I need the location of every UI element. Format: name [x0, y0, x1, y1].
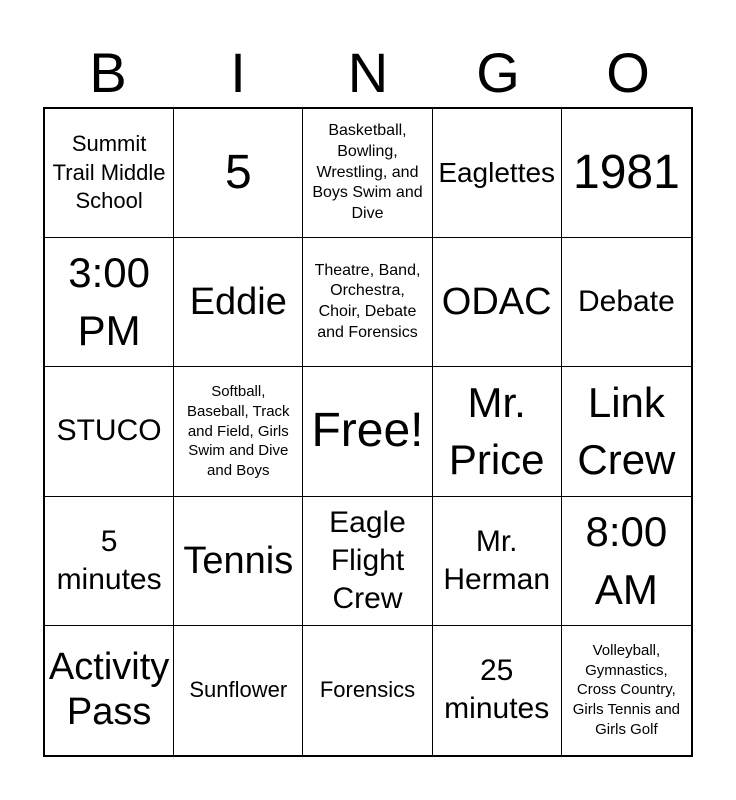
cell-text: 5 minutes [56, 524, 162, 596]
cell-text: Tennis [183, 539, 294, 582]
bingo-cell[interactable] [303, 497, 432, 626]
cell-text: Eaglettes [438, 156, 556, 188]
cell-text: ODAC [441, 281, 552, 324]
bingo-board [43, 107, 693, 757]
bingo-cell[interactable] [303, 238, 432, 367]
cell-text: 1981 [573, 146, 680, 200]
cell-text: Sunflower [189, 677, 288, 703]
bingo-cell[interactable] [562, 238, 691, 367]
bingo-cell[interactable] [433, 367, 562, 496]
cell-text: 25 minutes [444, 654, 550, 726]
cell-text: Forensics [319, 677, 416, 703]
cell-text: Basketball, Bowling, Wrestling, and Boys Swim and Dive [312, 122, 423, 223]
cell-text: Eddie [189, 281, 287, 324]
bingo-cell[interactable] [174, 367, 303, 496]
bingo-cell[interactable] [562, 367, 691, 496]
bingo-cell[interactable] [303, 626, 432, 755]
cell-text: Softball, Baseball, Track and Field, Girls Swim and Dive and Boys [187, 383, 290, 480]
bingo-cell[interactable] [174, 238, 303, 367]
header-letter-o: O [606, 41, 650, 104]
header-letter-i: I [230, 41, 246, 104]
bingo-header [43, 38, 693, 108]
cell-text: Link Crew [577, 378, 676, 484]
cell-text: Theatre, Band, Orchestra, Choir, Debate and Forensics [314, 261, 421, 342]
bingo-cell[interactable] [45, 238, 174, 367]
bingo-cell[interactable] [45, 109, 174, 238]
bingo-cell[interactable] [174, 497, 303, 626]
header-letter-b: B [89, 41, 127, 104]
bingo-cell[interactable] [45, 497, 174, 626]
bingo-cell[interactable] [45, 367, 174, 496]
cell-text: Mr. Price [448, 378, 545, 484]
bingo-cell[interactable] [562, 626, 691, 755]
cell-text: 3:00 PM [68, 249, 150, 355]
cell-text: Activity Pass [48, 645, 170, 734]
bingo-cell[interactable] [433, 109, 562, 238]
cell-text: Summit Trail Middle School [52, 131, 166, 214]
header-letter-g: G [476, 41, 520, 104]
cell-text: Debate [578, 285, 675, 319]
cell-text: STUCO [56, 414, 162, 448]
bingo-cell[interactable] [174, 626, 303, 755]
cell-text: Volleyball, Gymnastics, Cross Country, Girls Tennis and Girls Golf [572, 641, 681, 739]
bingo-cell[interactable] [303, 109, 432, 238]
cell-text: 8:00 AM [585, 507, 668, 613]
bingo-cell[interactable] [174, 109, 303, 238]
bingo-cell[interactable] [433, 497, 562, 626]
cell-text: Free! [311, 404, 424, 458]
bingo-cell[interactable] [45, 626, 174, 755]
bingo-cell[interactable] [562, 109, 691, 238]
bingo-cell[interactable] [303, 367, 432, 496]
cell-text: Mr. Herman [443, 524, 551, 596]
header-letter-n: N [347, 41, 389, 104]
bingo-cell[interactable] [562, 497, 691, 626]
cell-text: Eagle Flight Crew [329, 505, 406, 615]
bingo-cell[interactable] [433, 626, 562, 755]
bingo-cell[interactable] [433, 238, 562, 367]
cell-text: 5 [224, 146, 252, 200]
